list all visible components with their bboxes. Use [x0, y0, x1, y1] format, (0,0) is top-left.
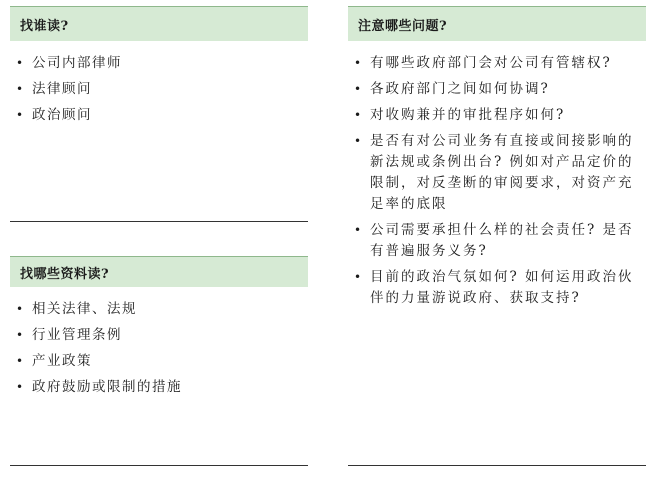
bullet-icon: •: [16, 354, 25, 368]
bullet-icon: •: [354, 108, 364, 122]
list-item: • 政府鼓励或限制的措施: [10, 377, 308, 398]
bullet-icon: •: [354, 270, 364, 284]
panel-what-divider: [10, 465, 308, 466]
panel-who-divider: [10, 221, 308, 222]
panel-what-title: 找哪些资料读?: [20, 266, 110, 282]
list-item: • 各政府部门之间如何协调?: [348, 79, 646, 100]
panel-issues-to-note: [348, 6, 646, 466]
panel-issues-title: 注意哪些问题?: [358, 18, 448, 34]
panel-what-header: [10, 256, 308, 287]
panel-who-list: [10, 41, 308, 126]
list-item: • 公司内部律师: [10, 53, 308, 74]
bullet-icon: •: [354, 134, 364, 148]
list-item: • 是否有对公司业务有直接或间接影响的新法规或条例出台? 例如对产品定价的限制，对反垄断的审阅要求，对资产充足率的底限: [354, 133, 634, 212]
panel-who-title: 找谁读?: [20, 18, 69, 34]
panel-who-header: [10, 6, 308, 41]
list-item: • 对收购兼并的审批程序如何?: [348, 105, 646, 126]
list-item: • 有哪些政府部门会对公司有管辖权?: [348, 53, 646, 74]
bullet-icon: •: [354, 82, 364, 96]
list-item: • 公司需要承担什么样的社会责任? 是否有普遍服务义务?: [354, 222, 634, 259]
panel-who-to-ask: [10, 6, 308, 222]
panel-issues-divider: [348, 465, 646, 466]
list-item: • 产业政策: [10, 351, 308, 372]
bullet-icon: •: [16, 328, 25, 342]
panel-issues-header: [348, 6, 646, 41]
list-item: • 政治顾问: [10, 105, 308, 126]
bullet-icon: •: [16, 302, 25, 316]
panel-issues-list: [348, 41, 646, 309]
list-item: • 法律顾问: [10, 79, 308, 100]
list-item: • 行业管理条例: [10, 325, 308, 346]
bullet-icon: •: [16, 108, 25, 122]
bullet-icon: •: [354, 223, 364, 237]
bullet-icon: •: [16, 82, 25, 96]
panel-what-list: [10, 287, 308, 398]
list-item: • 相关法律、法规: [10, 299, 308, 320]
bullet-icon: •: [354, 56, 364, 70]
bullet-icon: •: [16, 56, 25, 70]
list-item: • 目前的政治气氛如何? 如何运用政治伙伴的力量游说政府、获取支持?: [354, 269, 634, 306]
panel-what-to-read: [10, 256, 308, 466]
bullet-icon: •: [16, 380, 25, 394]
